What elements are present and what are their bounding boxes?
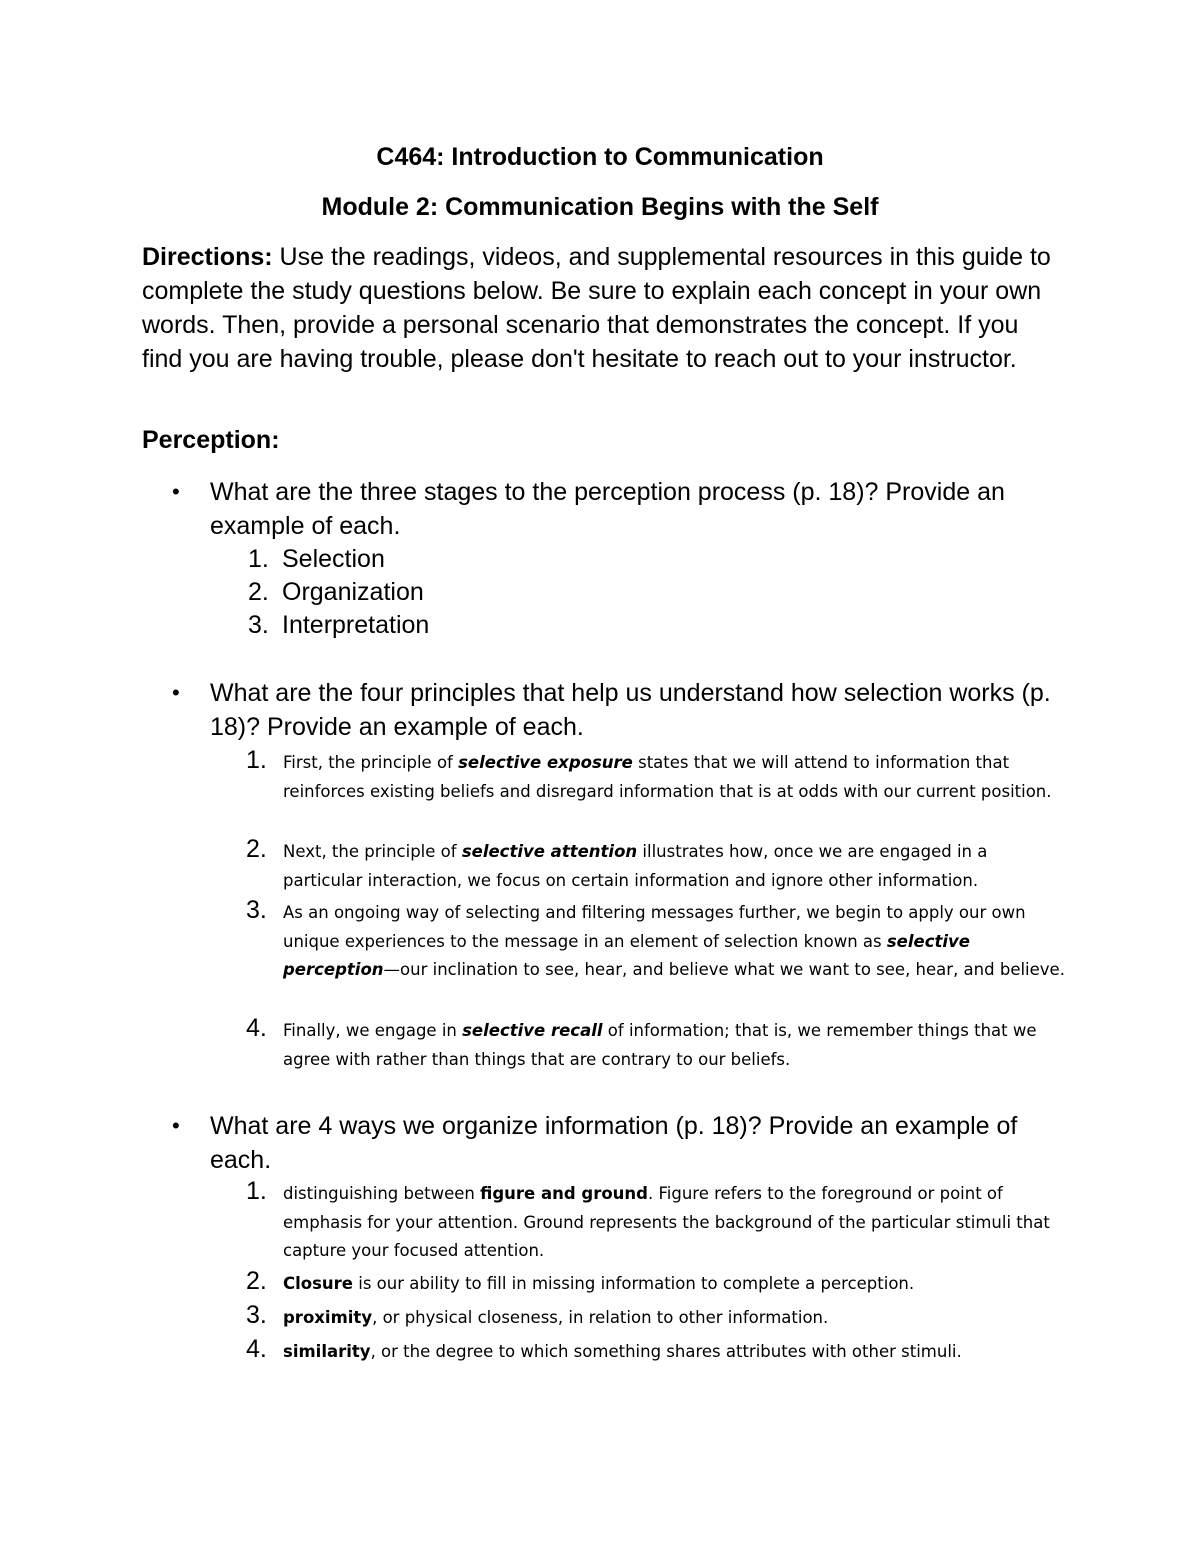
list-item: 1. Selection — [248, 545, 385, 573]
list-item: 2. Organization — [248, 578, 424, 606]
bullet-icon: • — [172, 1113, 180, 1138]
page-title: C464: Introduction to Communication — [376, 143, 824, 171]
directions-text: Use the readings, videos, and supplemental resources in this guide to complete the study questions below. Be sure to explain each concept in your own words. Then, provide a personal scenario that demonstrates the concept. If you find you are having trouble, please don't hesitate to reach out to your instructor. — [142, 243, 1051, 373]
list-item: 3. As an ongoing way of selecting and filtering messages further, we begin to apply our own unique experiences to the message in an element of selection known as selective perception—our inclination to see, hear, and believe what we want to see, hear, and believe. — [246, 896, 1065, 979]
bullet-icon: • — [172, 479, 180, 504]
question-2: What are the four principles that help us understand how selection works (p. 18)? Provide an example of each. — [210, 679, 1051, 741]
question-3: What are 4 ways we organize information (p. 18)? Provide an example of each. — [210, 1112, 1018, 1174]
list-item: 3. Interpretation — [248, 611, 430, 639]
list-item: 1. distinguishing between figure and ground. Figure refers to the foreground or point of emphasis for your attention. Ground represents the background of the particular stimuli that capture your focused attention. — [246, 1177, 1050, 1260]
directions-label: Directions: — [142, 243, 273, 271]
directions-paragraph — [142, 240, 1062, 376]
list-item: 4. Finally, we engage in selective recall of information; that is, we remember things that we agree with rather than things that are contrary to our beliefs. — [246, 1014, 1037, 1069]
list-item: 2. Next, the principle of selective attention illustrates how, once we are engaged in a particular interaction, we focus on certain information and ignore other information. — [246, 835, 988, 890]
list-item: 3. proximity, or physical closeness, in relation to other information. — [246, 1301, 829, 1329]
page-subtitle: Module 2: Communication Begins with the Self — [321, 193, 879, 221]
list-item: 4. similarity, or the degree to which something shares attributes with other stimuli. — [246, 1335, 962, 1363]
list-item: 1. First, the principle of selective exposure states that we will attend to information that reinforces existing beliefs and disregard information that is at odds with our current position. — [246, 746, 1052, 801]
list-item: 2. Closure is our ability to fill in missing information to complete a perception. — [246, 1267, 915, 1295]
bullet-icon: • — [172, 680, 180, 705]
section-heading: Perception: — [142, 426, 280, 454]
question-1: What are the three stages to the perception process (p. 18)? Provide an example of each. — [210, 478, 1005, 540]
